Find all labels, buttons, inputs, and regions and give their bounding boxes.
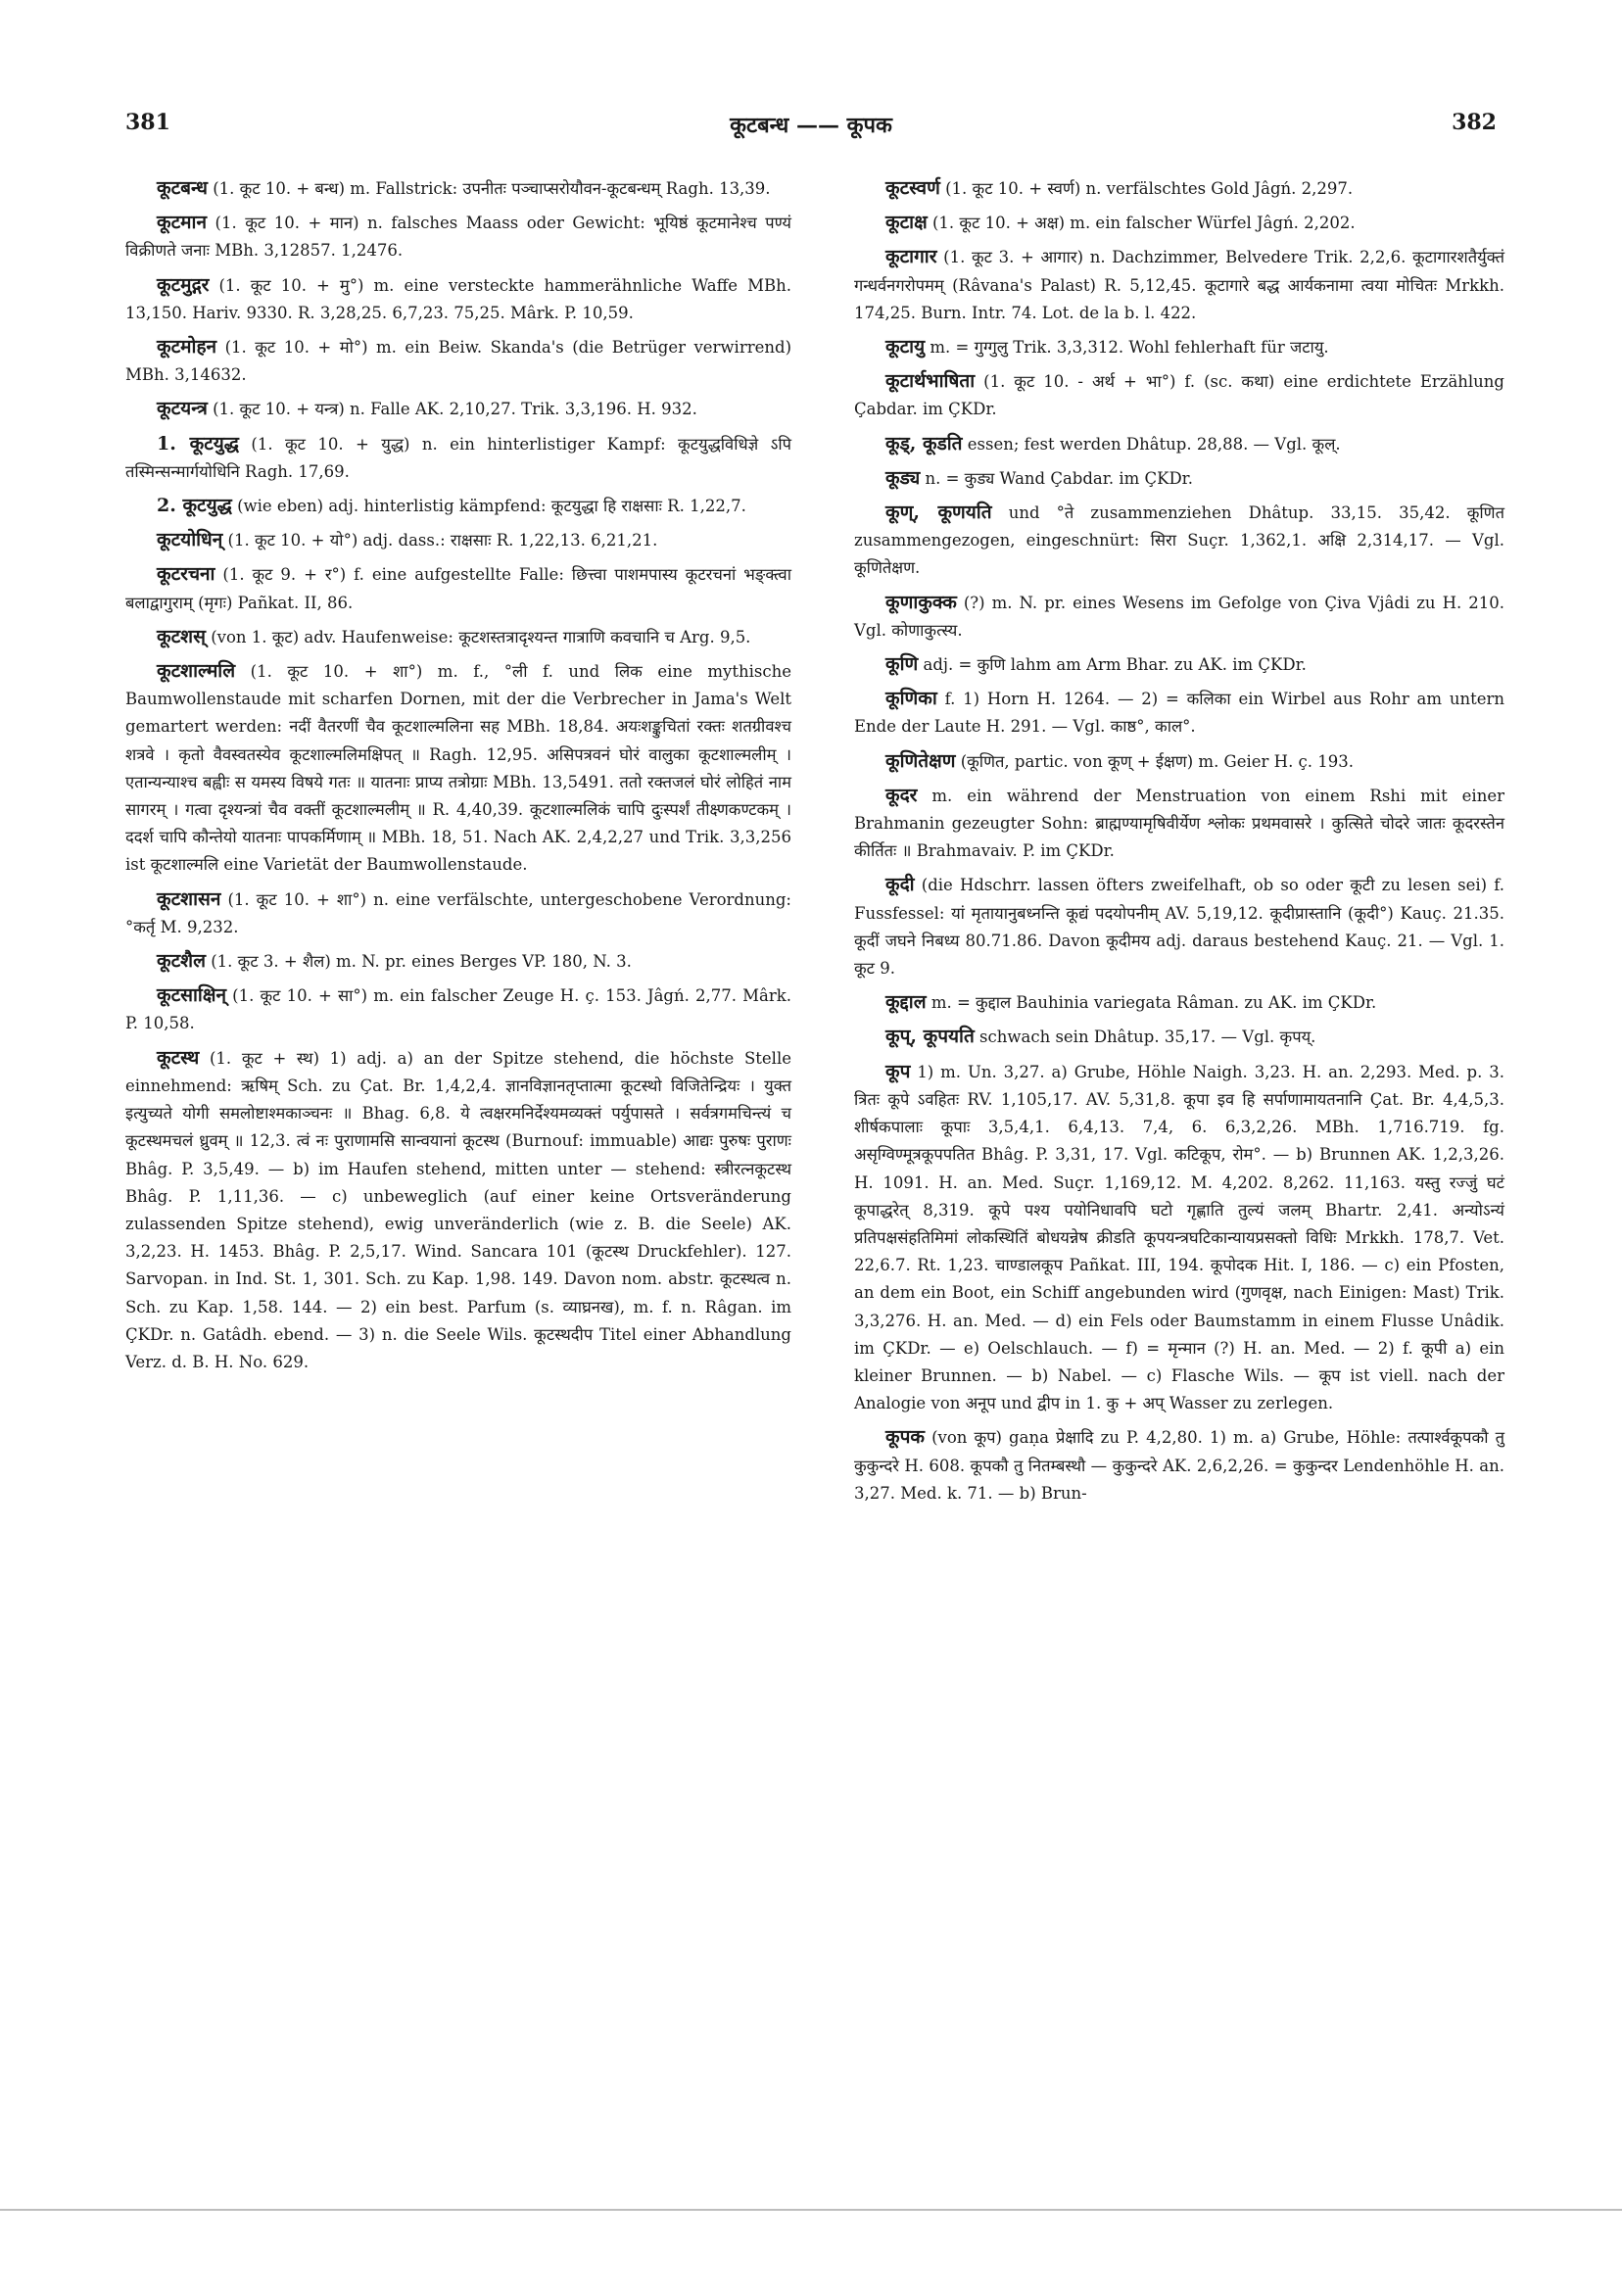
entry-headword: कूटशैल xyxy=(157,950,206,973)
dictionary-entry xyxy=(125,885,791,941)
entry-headword: कूपक xyxy=(885,1426,925,1449)
page-header xyxy=(125,110,1497,149)
dictionary-entry xyxy=(854,1023,1504,1051)
dictionary-entry xyxy=(854,988,1504,1017)
entry-headword: कूटरचना xyxy=(157,563,215,586)
entry-body: (1. कूट 10. + मान) n. falsches Maass oder Gewicht: भूयिष्ठं कूटमानेश्च पण्यं विक्रीणते जनाः MBh. 3,12857. 1,2476. xyxy=(125,214,791,261)
entry-body: und °ते zusammenziehen Dhâtup. 33,15. 35,42. कूणित zusammengezogen, eingeschnürt: सिरा Suçr. 1,362,1. अक्षि 2,314,17. — Vgl. कूणितेक्षण. xyxy=(854,503,1504,578)
entry-headword: कूटमोहन xyxy=(157,336,217,359)
entry-body: (1. कूट 10. + शा°) n. eine verfälschte, untergeschobene Verordnung: °कर्तृ M. 9,232. xyxy=(125,889,791,936)
entry-headword: कूप xyxy=(885,1060,911,1082)
entry-headword: कूणितेक्षण xyxy=(885,749,956,772)
dictionary-entry xyxy=(854,589,1504,645)
entry-body: (1. कूट 3. + शैल) m. N. pr. eines Berges VP. 180, N. 3. xyxy=(211,952,632,972)
entry-headword: कूणि xyxy=(885,653,919,676)
entry-headword: कूटबन्ध xyxy=(157,177,208,199)
dictionary-entry xyxy=(854,367,1504,423)
entry-body: m. ein während der Menstruation von einem Rshi mit einer Brahmanin gezeugter Sohn: ब्राह्मण्यामृषिवीर्येण श्लोकः प्रथमवासरे । कुत्सिते चोदरे जातः कूदरस्तेन कीर्तितः ॥ Brahmavaiv. P. im ÇKDr. xyxy=(854,786,1504,861)
entry-body: (1. कूट 10. + यो°) adj. dass.: राक्षसाः R. 1,22,13. 6,21,21. xyxy=(227,531,658,550)
running-head: कूटबन्ध —— कूपक xyxy=(730,113,892,138)
entry-headword: कूदर xyxy=(885,784,918,806)
dictionary-entry xyxy=(125,623,791,651)
entry-headword: कूप्, कूपयति xyxy=(885,1026,975,1048)
entry-body: 1) m. Un. 3,27. a) Grube, Höhle Naigh. 3,23. H. an. 2,293. Med. p. 3. त्रितः कूपे ऽवहितः RV. 1,105,17. AV. 5,31,8. कूपा इव हि सर्पाणामायतनानि Çat. Br. 4,4,5,3. शीर्षकपालाः कूपाः 3,5,4,1. 6,4,13. 7,4, 6. 6,3,2,26. MBh. 1,716.719. fg. असृग्विण्मूत्रकूपपतित Bhâg. P. 3,31, 17. Vgl. कटिकूप, रोम°. — b) Brunnen AK. 1,2,3,26. H. 1091. H. an. Med. Suçr. 1,169,12. M. 4,202. 8,262. 11,163. यस्तु रज्जुं घटं कूपाद्धरेत् 8,319. कूपे पश्य पयोनिधावपि घटो गृह्णाति तुल्यं जलम् Bhartr. 2,41. अन्योऽन्यं प्रतिपक्षसंहतिमिमां लोकस्थितिं बोधयन्नेष क्रीडति कूपयन्त्रघटिकान्यायप्रसक्तो विधिः Mrkkh. 178,7. Vet. 22,6.7. Rt. 1,23. चाण्डालकूप Pañkat. III, 194. कूपोदक Hit. I, 186. — c) ein Pfosten, an dem ein Boot, ein Schiff angebunden wird (गुणवृक्ष, nach Einigen: Mast) Trik. 3,3,276. H. an. Med. — d) ein Fels oder Baumstamm in einem Flusse Unâdik. im ÇKDr. — e) Oelschlauch. — f) = मृन्मान (?) H. an. Med. — 2) f. कूपी a) ein kleiner Brunnen. — b) Nabel. — c) Flasche Wils. — कूप ist viell. nach der Analogie von अनूप und द्वीप in 1. कु + अप् Wasser zu zerlegen. xyxy=(854,1062,1505,1413)
entry-headword: कूणाकुक्क xyxy=(885,591,957,613)
dictionary-entry xyxy=(854,243,1504,327)
page-number-right: 382 xyxy=(1452,110,1497,135)
entry-headword: कूटार्थभाषिता xyxy=(885,370,976,393)
dictionary-entry xyxy=(854,1058,1504,1418)
entry-headword: कूटयोधिन् xyxy=(157,529,223,551)
dictionary-entry xyxy=(854,333,1504,361)
dictionary-entry xyxy=(854,209,1504,237)
dictionary-entry xyxy=(125,526,791,554)
entry-headword: कूदी xyxy=(885,874,915,896)
dictionary-entry xyxy=(125,209,791,264)
entry-headword: कूणिका xyxy=(885,688,937,710)
dictionary-entry xyxy=(854,174,1504,203)
dictionary-entry xyxy=(125,174,791,203)
entry-headword: कूटयन्त्र xyxy=(157,398,208,420)
dictionary-entry xyxy=(854,685,1504,741)
entry-headword: कूटशासन xyxy=(157,887,221,910)
dictionary-entry xyxy=(854,782,1504,866)
entry-headword: कूटशाल्मलि xyxy=(157,660,236,683)
dictionary-entry xyxy=(125,333,791,389)
entry-body: (1. कूट 10. + युद्ध) n. ein hinterlistiger Kampf: कूटयुद्धविधिज्ञे ऽपि तस्मिन्सन्मार्गयोधिनि Ragh. 17,69. xyxy=(125,434,791,481)
entry-body: (कूणित, partic. von कूण् + ईक्षण) m. Geier H. ç. 193. xyxy=(960,751,1355,771)
dictionary-entry xyxy=(125,657,791,880)
entry-headword: 1. कूटयुद्ध xyxy=(157,432,239,454)
entry-body: (wie eben) adj. hinterlistig kämpfend: कूटयुद्धा हि राक्षसाः R. 1,22,7. xyxy=(237,497,746,516)
entry-headword: कूटागार xyxy=(885,246,937,268)
entry-headword: कूटशस् xyxy=(157,625,206,647)
right-column xyxy=(854,174,1504,1513)
entry-body: (1. कूट 10. - अर्थ + भा°) f. (sc. कथा) eine erdichtete Erzählung Çabdar. im ÇKDr. xyxy=(854,372,1504,419)
entry-body: (1. कूट 10. + शा°) m. f., °ली f. und लिक eine mythische Baumwollenstaude mit scharfen Dornen, mit der die Verbrecher in Jama's Welt gemartert werden: नदीं वैतरणीं चैव कूटशाल्मलिना सह MBh. 18,84. अयःशङ्कुचितां रक्तः शतग्रीवश्च शत्रवे । कृतो वैवस्वतस्येव कूटशाल्मलिमक्षिपत् ॥ Ragh. 12,95. असिपत्रवनं घोरं वालुका कूटशाल्मलीम् । एतान्यन्याश्च बह्वीः स यमस्य विषये गतः ॥ यातनाः प्राप्य तत्रोग्राः MBh. 13,5491. ततो रक्तजलं घोरं लोहितं नाम सागरम् । गत्वा दृश्यन्त्रां चैव वक्तीं कूटशाल्मलीम् ॥ R. 4,40,39. कूटशाल्मलिकं चापि दुःस्पर्शं तीक्ष्णकण्टकम् । ददर्श चापि कौन्तेयो यातनाः पापकर्मिणाम् ॥ MBh. 18, 51. Nach AK. 2,4,2,27 und Trik. 3,3,256 ist कूटशाल्मलि eine Varietät der Baumwollenstaude. xyxy=(125,662,791,875)
entry-headword: कूटसाक्षिन् xyxy=(157,984,227,1007)
dictionary-entry xyxy=(854,871,1504,982)
dictionary-entry xyxy=(854,747,1504,776)
dictionary-entry xyxy=(125,1044,791,1376)
entry-body: (1. कूट + स्थ) 1) adj. a) an der Spitze stehend, die höchste Stelle einnehmend: ऋषिम् Sch. zu Çat. Br. 1,4,2,4. ज्ञानविज्ञानतृप्तात्मा कूटस्थो विजितेन्द्रियः । युक्त इत्युच्यते योगी समलोष्टाश्मकाञ्चनः ॥ Bhag. 6,8. ये त्वक्षरमनिर्देश्यमव्यक्तं पर्युपासते । सर्वत्रगमचिन्त्यं च कूटस्थमचलं ध्रुवम् ॥ 12,3. त्वं नः पुराणामसि सान्वयानां कूटस्थ (Burnouf: immuable) आद्यः पुरुषः पुराणः Bhâg. P. 3,5,49. — b) im Haufen stehend, mitten unter — stehend: स्त्रीरत्नकूटस्थ Bhâg. P. 1,11,36. — c) unbeweglich (auf einer keine Ortsveränderung zulassenden Spitze stehend), ewig unveränderlich (wie z. B. die Seele) AK. 3,2,23. H. 1453. Bhâg. P. 2,5,17. Wind. Sancara 101 (कूटस्थ Druckfehler). 127. Sarvopan. in Ind. St. 1, 301. Sch. zu Kap. 1,98. 149. Davon nom. abstr. कूटस्थत्व n. Sch. zu Kap. 1,58. 144. — 2) ein best. Parfum (s. व्याघ्रनख), m. f. n. Râgan. im ÇKDr. n. Gatâdh. ebend. — 3) n. die Seele Wils. कूटस्थदीप Titel einer Abhandlung Verz. d. B. H. No. 629. xyxy=(125,1048,791,1371)
dictionary-entry xyxy=(125,560,791,616)
bottom-rule xyxy=(0,2209,1622,2211)
entry-headword: कूटायु xyxy=(885,336,926,359)
dictionary-entry xyxy=(125,271,791,327)
entry-headword: 2. कूटयुद्ध xyxy=(157,495,232,517)
entry-body: adj. = कुणि lahm am Arm Bhar. zu AK. im ÇKDr. xyxy=(923,655,1307,675)
entry-body: f. 1) Horn H. 1264. — 2) = कलिका ein Wirbel aus Rohr am untern Ende der Laute H. 291. — Vgl. काष्ठ°, काल°. xyxy=(854,690,1504,737)
entry-body: (1. कूट 10. + सा°) m. ein falscher Zeuge H. ç. 153. Jâgń. 2,77. Mârk. P. 10,58. xyxy=(125,986,791,1033)
entry-body: (1. कूट 3. + आगार) n. Dachzimmer, Belvedere Trik. 2,2,6. कूटागारशतैर्युक्तं गन्धर्वनगरोपमम् (Râvana's Palast) R. 5,12,45. कूटागारे बद्ध आर्यकनामा त्वया मोचितः Mrkkh. 174,25. Burn. Intr. 74. Lot. de la b. l. 422. xyxy=(854,248,1504,322)
entry-body: (1. कूट 10. + यन्त्र) n. Falle AK. 2,10,27. Trik. 3,3,196. H. 932. xyxy=(213,400,697,419)
entry-headword: कूड्य xyxy=(885,466,921,489)
dictionary-entry xyxy=(854,650,1504,679)
dictionary-entry xyxy=(854,430,1504,458)
entry-body: (1. कूट 10. + मु°) m. eine versteckte hammerähnliche Waffe MBh. 13,150. Hariv. 9330. R. 3,28,25. 6,7,23. 75,25. Mârk. P. 10,59. xyxy=(125,275,791,322)
entry-body: (die Hdschrr. lassen öfters zweifelhaft, ob so oder कूटी zu lesen sei) f. Fussfessel: यां मृतायानुबध्नन्ति कूद्यं पदयोपनीम् AV. 5,19,12. कूदीप्रास्तानि (कूदी°) Kauç. 21.35. कूदीं जघने निबध्य 80.71.86. Davon कूदीमय adj. daraus bestehend Kauç. 21. — Vgl. 1. कूट 9. xyxy=(854,876,1504,979)
dictionary-entry xyxy=(125,430,791,486)
entry-headword: कूण्, कूणयति xyxy=(885,502,992,524)
entry-body: n. = कुड्य Wand Çabdar. im ÇKDr. xyxy=(925,468,1193,488)
entry-body: (1. कूट 9. + र°) f. eine aufgestellte Falle: छित्त्वा पाशमपास्य कूटरचनां भङ्क्त्वा बलाद्वागुराम् (मृगः) Pañkat. II, 86. xyxy=(125,565,791,612)
dictionary-entry xyxy=(125,947,791,976)
dictionary-entry xyxy=(125,395,791,423)
entry-body: (1. कूट 10. + स्वर्ण) n. verfälschtes Gold Jâgń. 2,297. xyxy=(945,179,1354,198)
entry-body: (?) m. N. pr. eines Wesens im Gefolge von Çiva Vjâdi zu H. 210. Vgl. कोणाकुत्स्य. xyxy=(854,593,1504,640)
dictionary-entry xyxy=(125,981,791,1037)
entry-headword: कूटाक्ष xyxy=(885,212,928,234)
entry-body: (1. कूट 10. + अक्ष) m. ein falscher Würfel Jâgń. 2,202. xyxy=(931,214,1356,233)
entry-headword: कूद्दाल xyxy=(885,991,927,1014)
dictionary-entry xyxy=(125,492,791,520)
entry-body: (von कूप) gaṇa प्रेक्षादि zu P. 4,2,80. 1) m. a) Grube, Höhle: तत्पार्श्वकूपकौ तु कुकुन्दरे H. 608. कूपकौ तु नितम्बस्थौ — कुकुन्दरे AK. 2,6,2,26. = कुकुन्दर Lendenhöhle H. an. 3,27. Med. k. 71. — b) Brun- xyxy=(854,1428,1504,1503)
entry-headword: कूटमुद्गर xyxy=(157,273,210,296)
entry-body: (von 1. कूट) adv. Haufenweise: कूटशस्तत्रादृश्यन्त गात्राणि कवचानि च Arg. 9,5. xyxy=(211,627,751,646)
page-number-left: 381 xyxy=(125,110,170,135)
entry-headword: कूटस्थ xyxy=(157,1046,200,1069)
dictionary-entry xyxy=(854,464,1504,493)
entry-body: (1. कूट 10. + मो°) m. ein Beiw. Skanda's (die Betrüger verwirrend) MBh. 3,14632. xyxy=(125,338,792,385)
entry-body: m. = कुद्दाल Bauhinia variegata Râman. zu AK. im ÇKDr. xyxy=(930,993,1377,1013)
entry-headword: कूड्, कूडति xyxy=(885,432,963,454)
dictionary-entry xyxy=(854,1423,1504,1507)
entry-headword: कूटस्वर्ण xyxy=(885,177,940,199)
entry-body: (1. कूट 10. + बन्ध) m. Fallstrick: उपनीतः पञ्चाप्सरोयौवन-कूटबन्धम् Ragh. 13,39. xyxy=(213,179,771,198)
entry-body: essen; fest werden Dhâtup. 28,88. — Vgl. कूल्. xyxy=(967,434,1341,454)
entry-body: m. = गुग्गुलु Trik. 3,3,312. Wohl fehlerhaft für जटायु. xyxy=(930,338,1329,358)
left-column xyxy=(125,174,791,1382)
entry-headword: कूटमान xyxy=(157,212,207,234)
dictionary-entry xyxy=(854,499,1504,583)
entry-body: schwach sein Dhâtup. 35,17. — Vgl. कृपय्. xyxy=(979,1028,1316,1047)
